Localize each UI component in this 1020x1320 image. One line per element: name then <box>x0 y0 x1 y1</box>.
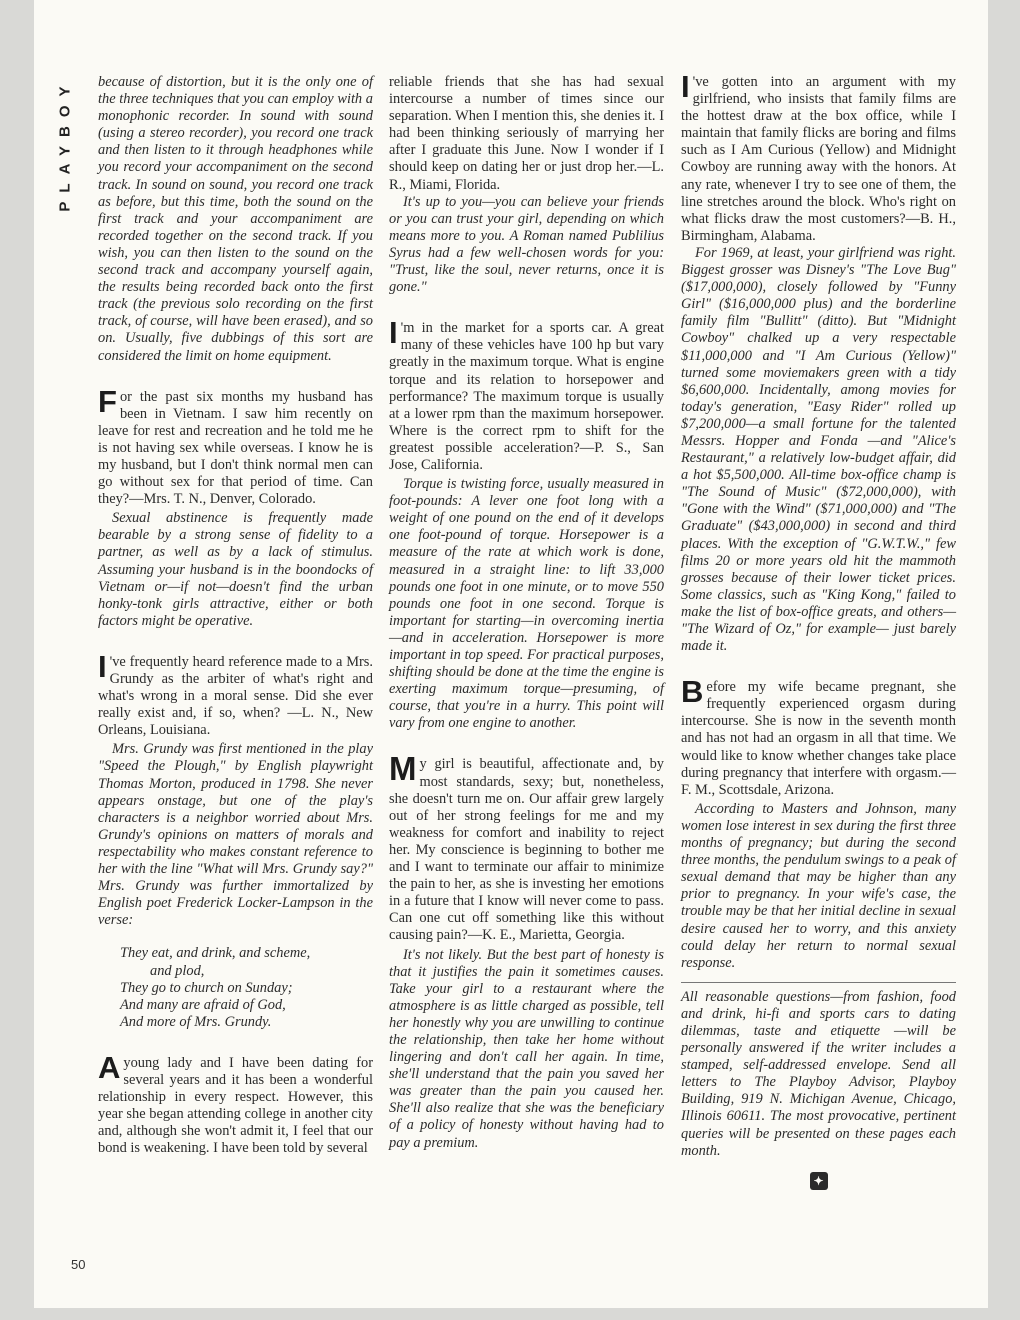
letter-pregnancy <box>681 674 956 972</box>
drop-cap: M <box>389 750 417 788</box>
drop-cap: B <box>681 674 704 710</box>
left-page-edge <box>0 0 34 1320</box>
column-3 <box>681 69 956 1190</box>
question-text: I 've gotten into an argument with my girlfriend, who insists that family films are the hottest draw at the box office, while I maintain that family flicks are boring and films such as I Am Curious (Yellow) and Midnight Cowboy are running away with the honors. At any rate, whenever I try to see one of them, the line stretches around the block. Who's right on what flicks draw the most customers?—B. H., Birmingham, Alabama. <box>681 69 956 244</box>
letter-mrs-grundy <box>98 648 373 1031</box>
letter-sports-car <box>389 315 664 732</box>
question-text: I 've frequently heard reference made to a Mrs. Grundy as the arbiter of what's right and what's wrong in a moral sense. Did she ever really exist and, if so, when? —L. N., New Orleans, Louisiana. <box>98 648 373 739</box>
answer-recording-continued: because of distortion, but it is the only one of the three techniques that you can employ with a monophonic recorder. In sound with sound (using a stereo recorder), you record one track and then listen to it through headphones while you record your accompaniment on the second track. In sound on sound, you record one track as before, but this time, both the sound on the first track and your accompaniment are recorded together on the second track. If you wish, you can then listen to the sound on the second track and accompany yourself again, the results being recorded back onto the first track (the previous solo recording on the first track, of course, will have been erased), and so on. Usually, five dubbings of this sort are considered the limit on home equipment. <box>98 74 373 364</box>
column-1 <box>98 74 373 1157</box>
verse-line: and plod, <box>150 962 205 979</box>
rabbit-end-mark-icon: ✦ <box>810 1172 828 1190</box>
drop-cap: I <box>389 315 398 351</box>
column-2 <box>389 74 664 1152</box>
letter-vietnam <box>98 383 373 630</box>
question-text: Ayoung lady and I have been dating for several years and it has been a wonderful relationship in every respect. However, this year she began attending college in another city and, although she won't admit it, I feel that our bond is weakening. I have been told by several <box>98 1049 373 1157</box>
answer-text: Mrs. Grundy was first mentioned in the play "Speed the Plough," by English playwright Thomas Morton, produced in 1798. She never appears onstage, but one of the play's characters is a neighbor worried about Mrs. Grundy's opinions on matters of morals and respectability who makes constant reference to her with the line "What will Mrs. Grundy say?" Mrs. Grundy was further immortalized by English poet Frederick Locker-Lampson in the verse: <box>98 741 373 929</box>
answer-text: Sexual abstinence is frequently made bearable by a strong sense of fidelity to a partner, as well as by a lack of stimulus. Assuming your husband is in the boondocks of Vietnam or—if not—doesn't find the urban honky-tonk girls attractive, either or both factors might be operative. <box>98 510 373 629</box>
bottom-page-edge <box>0 1308 1020 1320</box>
answer-text: Torque is twisting force, usually measured in foot-pounds: A lever one foot long with a weight of one pound on the end of it develops one foot-pound of torque. Horsepower is a measure of the rate at which work is done, measured in a straight line: to lift 33,000 pounds one foot in one minute, or to move 550 pounds one foot in one second. Torque is important for starting—in overcoming inertia—and in acceleration. Horsepower is more important in top speed. For practical purposes, shifting should be done at the time the engine is exerting maximum torque—presuming, of course, that you're in a hurry. This point will vary from one engine to another. <box>389 476 664 732</box>
verse-line: They go to church on Sunday; <box>120 979 293 996</box>
question-continued: reliable friends that she has had sexual intercourse a number of times since our separation. When I mention this, she denies it. I had been thinking seriously of marrying her after I graduate this June. Now I wonder if I should keep on dating her or just drop her.—L. R., Miami, Florida. <box>389 74 664 193</box>
question-text: My girl is beautiful, affectionate and, by most standards, sexy; but, nonetheless, she doesn't turn me on. Our affair grew largely out of her strong feelings for me and my weakness for comfort and inability to reject her. My conscience is beginning to bother me and I want to terminate our affair to minimize the pain to her, as she is investing her emotions in a future that I know will never come to pass. Can one cut off something like this without causing pain?—K. E., Marietta, Georgia. <box>389 750 664 944</box>
answer-text: According to Masters and Johnson, many women lose interest in sex during the first three months of pregnancy; but during the second three months, the pendulum swings to a peak of sexual demand that may be higher than any prior to pregnancy. In your wife's case, the trouble may be that her initial decline in sexual desire caused her to worry, and this anxiety could delay her return to normal sexual response. <box>681 800 956 971</box>
question-text: Before my wife became pregnant, she frequently experienced orgasm during intercourse. She is now in the seventh month and has not had an orgasm in all that time. We would like to know whether changes take place during pregnancy that interfere with orgasm.—F. M., Scottsdale, Arizona. <box>681 674 956 798</box>
letter-dating <box>98 1049 373 1158</box>
page-number: 50 <box>71 1257 86 1272</box>
drop-cap: I <box>98 648 107 684</box>
letter-box-office <box>681 69 956 655</box>
verse <box>120 945 373 1030</box>
drop-cap: I <box>681 69 690 104</box>
answer-text: It's up to you—you can believe your friends or you can trust your girl, depending on which means more to you. A Roman named Publilius Syrus had a few well-chosen words for you: "Trust, like the soul, never returns, once it is gone." <box>389 193 664 296</box>
question-text: For the past six months my husband has been in Vietnam. I saw him recently on leave for rest and recreation and he told me he is not having sex while overseas. I know he is my husband, but I don't think normal men can go without sex for that period of time. Can they?—Mrs. T. N., Denver, Colorado. <box>98 383 373 508</box>
answer-text: It's not likely. But the best part of honesty is that it justifies the pain it sometimes causes. Take your girl to a restaurant where the atmosphere is as little charged as possible, tell her honestly why you are unwilling to continue the relationship, then take her home without lingering and don't call her again. In time, she'll understand that the pain you saved her was greater than the pain you caused her. She'll also realize that she was the beneficiary of a policy of honesty without having had to pay a premium. <box>389 946 664 1151</box>
verse-line: They eat, and drink, and scheme, <box>120 945 311 962</box>
verse-line: And many are afraid of God, <box>120 996 286 1013</box>
divider-rule <box>681 982 956 983</box>
right-page-edge <box>988 0 1020 1320</box>
letter-honesty <box>389 750 664 1151</box>
verse-line: And more of Mrs. Grundy. <box>120 1013 272 1030</box>
advisor-note: All reasonable questions—from fashion, food and drink, hi-fi and sports cars to dating dilemmas, taste and etiquette —will be personally answered if the writer includes a stamped, self-addressed envelope. Send all letters to The Playboy Advisor, Playboy Building, 919 N. Michigan Avenue, Chicago, Illinois 60611. The most provocative, pertinent queries will be presented on these pages each month. <box>681 988 956 1159</box>
drop-cap: F <box>98 383 117 419</box>
side-magazine-label: PLAYBOY <box>56 76 74 212</box>
answer-text: For 1969, at least, your girlfriend was right. Biggest grosser was Disney's "The Love Bug" ($17,000,000), closely followed by "Funny Girl" ($16,000,000 plus) and the borderline family film "Bullitt" (ditto). But "Midnight Cowboy" chalked up a very respectable $11,000,000 and "I Am Curious (Yellow)" turned some moviemakers green with a tidy $6,600,000. Incidentally, among movies for today's generation, "Easy Rider" rolled up $7,200,000—a small fortune for the talented Messrs. Hopper and Fonda —and "Alice's Restaurant," a relatively low-budget affair, did a hot $5,500,000. All-time box-office champ is "The Sound of Music" ($72,000,000), with "Gone with the Wind" ($71,000,000) and "The Graduate" ($43,000,000) in second and third places. With the exception of "G.W.T.W.," few films 20 or more years old hit the mammoth grosses because of their lower ticket prices. Some classics, such as "King Kong," failed to make the list of box-office greats, and others— "The Wizard of Oz," for example— just barely made it. <box>681 244 956 655</box>
question-text: I 'm in the market for a sports car. A great many of these vehicles have 100 hp but vary greatly in the maximum torque. What is engine torque and its relation to horsepower and performance? The maximum torque is usually at a lower rpm than the maximum horsepower. Where is the correct rpm to shift for the greatest possible acceleration?—P. S., San Jose, California. <box>389 315 664 473</box>
drop-cap: A <box>98 1049 121 1085</box>
